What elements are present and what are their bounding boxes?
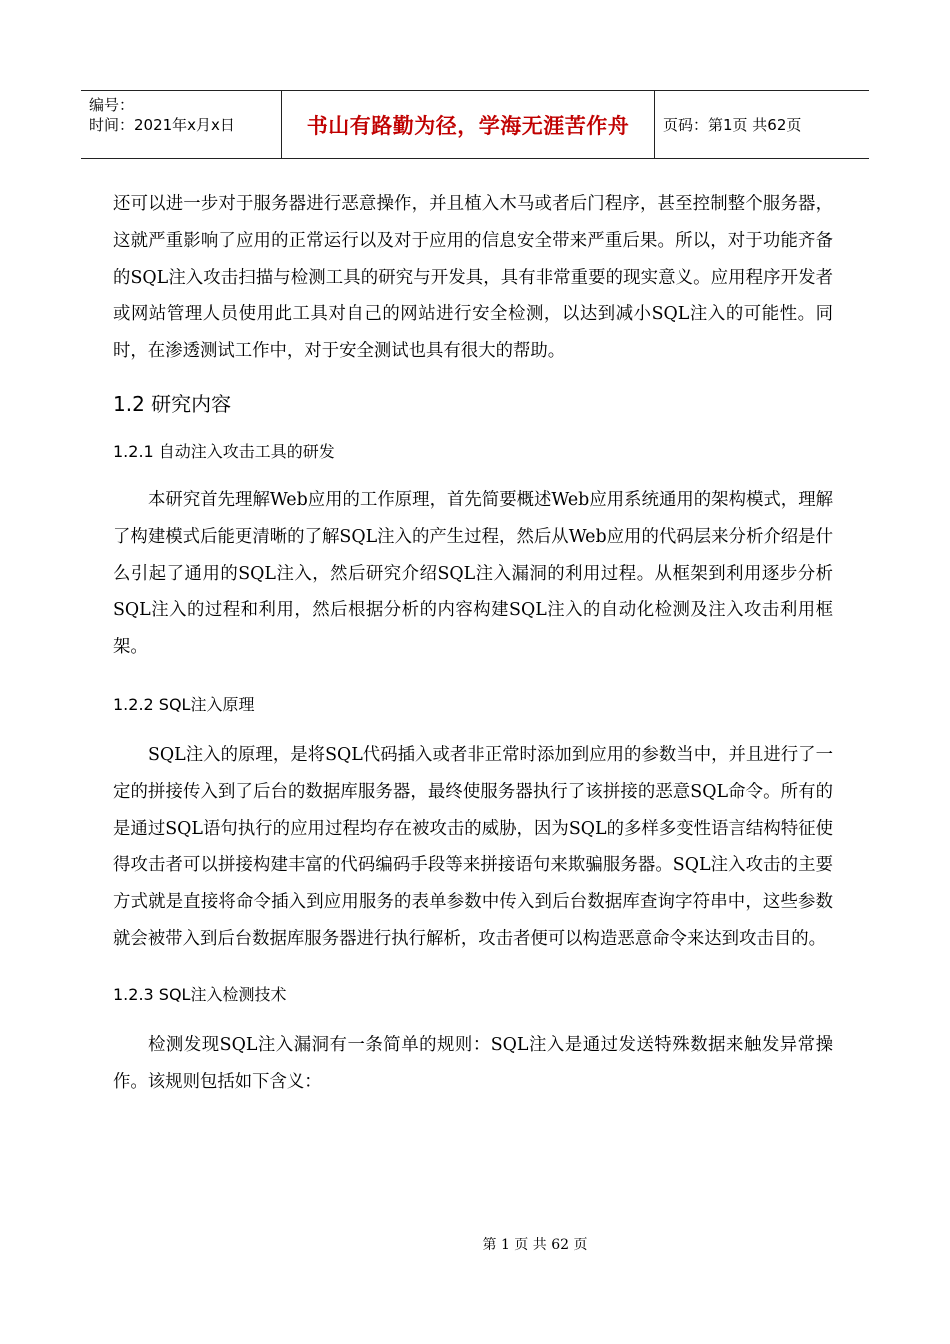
- header-number-label: 编号：: [89, 96, 135, 114]
- section-heading: 1.2 研究内容: [113, 391, 232, 416]
- header-motto: 书山有路勤为径，学海无涯苦作舟: [281, 91, 655, 158]
- header-meta: [89, 95, 281, 135]
- header-time-label: 时间：2021年x月x日: [89, 116, 235, 134]
- document-body: [113, 186, 833, 1100]
- page-header: [81, 90, 869, 159]
- subsection-heading-3: 1.2.3 SQL注入检测技术: [113, 984, 287, 1004]
- subsection-paragraph-1: 本研究首先理解Web应用的工作原理，首先简要概述Web应用系统通用的架构模式，理解了构建模式后能更清晰的了解SQL注入的产生过程，然后从Web应用的代码层来分析介绍是什么引起了通用的SQL注入，然后研究介绍SQL注入漏洞的利用过程。从框架到利用逐步分析SQL注入的过程和利用，然后根据分析的内容构建SQL注入的自动化检测及注入攻击利用框架。: [113, 489, 833, 658]
- subsection-paragraph-3: 检测发现SQL注入漏洞有一条简单的规则：SQL注入是通过发送特殊数据来触发异常操作。该规则包括如下含义：: [113, 1034, 833, 1092]
- subsection-paragraph-2: SQL注入的原理，是将SQL代码插入或者非正常时添加到应用的参数当中，并且进行了一定的拼接传入到了后台的数据库服务器，最终使服务器执行了该拼接的恶意SQL命令。所有的是通过SQL语句执行的应用过程均存在被攻击的威胁，因为SQL的多样多变性语言结构特征使得攻击者可以拼接构建丰富的代码编码手段等来拼接语句来欺骗服务器。SQL注入攻击的主要方式就是直接将命令插入到应用服务的表单参数中传入到后台数据库查询字符串中，这些参数就会被带入到后台数据库服务器进行执行解析，攻击者便可以构造恶意命令来达到攻击目的。: [113, 744, 833, 949]
- subsection-heading-2: 1.2.2 SQL注入原理: [113, 694, 255, 714]
- page-footer: 第 1 页 共 62 页: [482, 1237, 588, 1253]
- header-page-info: 页码：第1页 共62页: [663, 116, 802, 134]
- subsection-heading-1: 1.2.1 自动注入攻击工具的研发: [113, 441, 335, 461]
- intro-paragraph: 还可以进一步对于服务器进行恶意操作，并且植入木马或者后门程序，甚至控制整个服务器，这就严重影响了应用的正常运行以及对于应用的信息安全带来严重后果。所以，对于功能齐备的SQL注入攻击扫描与检测工具的研究与开发具，具有非常重要的现实意义。应用程序开发者或网站管理人员使用此工具对自己的网站进行安全检测，以达到减小SQL注入的可能性。同时，在渗透测试工作中，对于安全测试也具有很大的帮助。: [113, 194, 833, 362]
